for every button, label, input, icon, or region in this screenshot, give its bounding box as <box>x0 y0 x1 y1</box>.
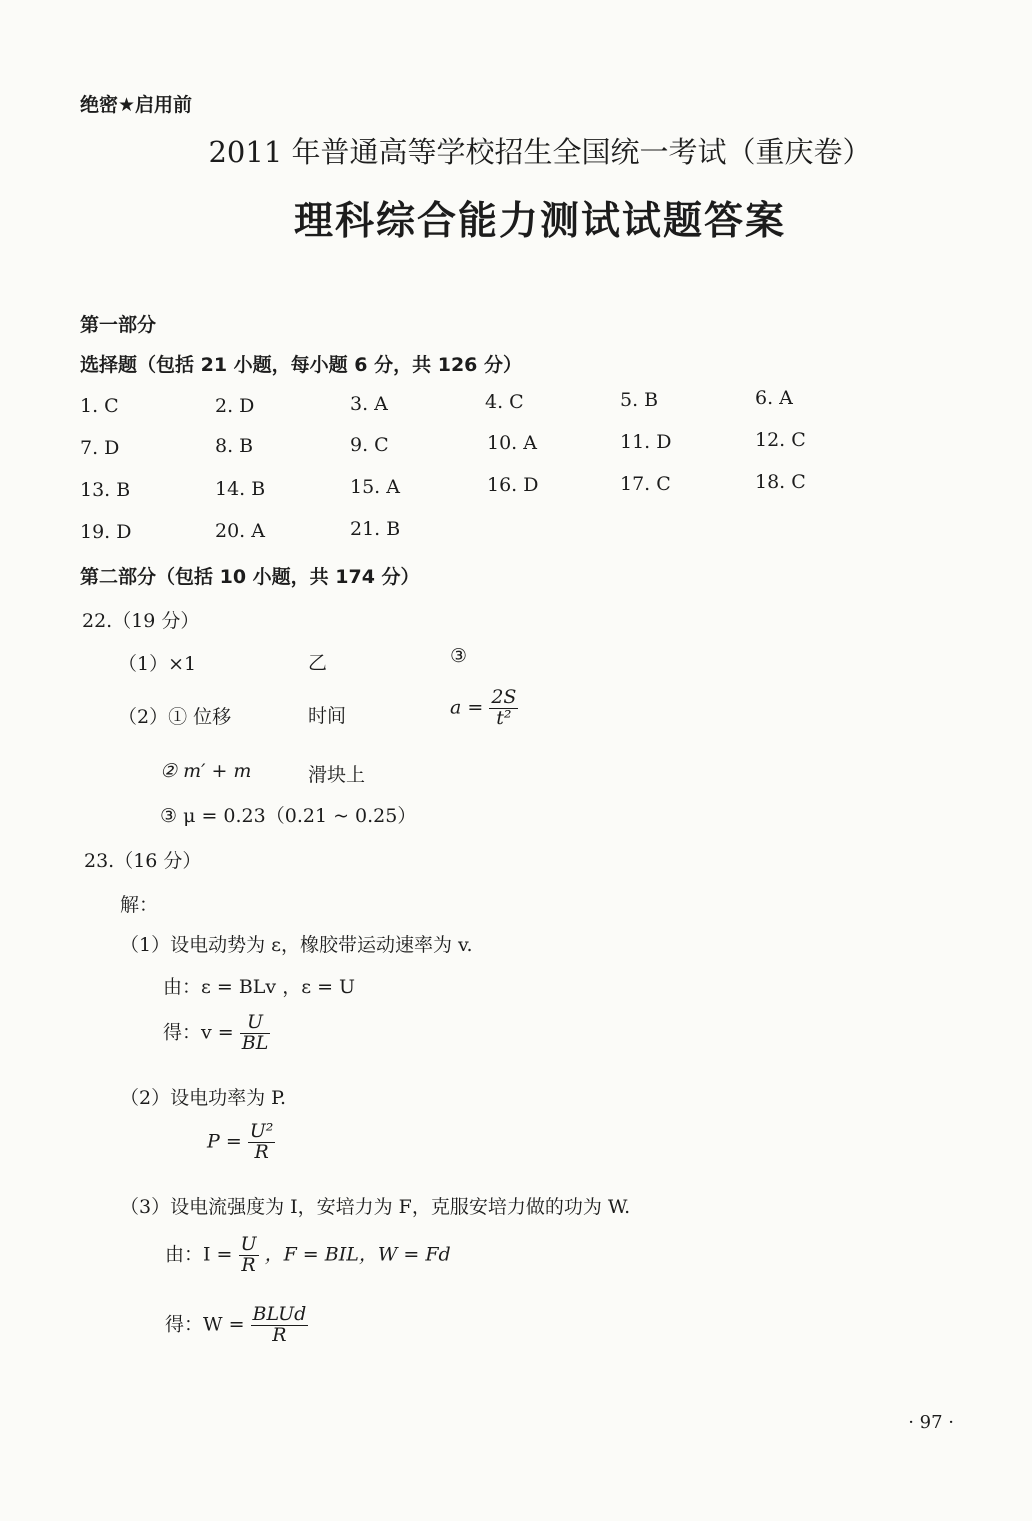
q22-sub3: ② m′ + m <box>160 760 252 782</box>
answer-item: 9. C <box>350 434 389 456</box>
fraction <box>239 1235 259 1276</box>
part1-section: 选择题（包括 21 小题，每小题 6 分，共 126 分） <box>80 354 523 376</box>
answer-item: 2. D <box>215 395 255 417</box>
fraction-denominator: R <box>272 1323 287 1346</box>
answer-item: 20. A <box>215 520 265 542</box>
answer-item: 4. C <box>485 391 524 413</box>
q22-sub1-answer: 乙 <box>308 652 328 674</box>
formula-lhs: 得：W = <box>165 1313 245 1336</box>
fraction <box>489 688 518 729</box>
formula-lhs: 得：v = <box>163 1021 234 1044</box>
fraction-numerator: 2S <box>491 686 517 708</box>
q22-sub3-answer: 滑块上 <box>308 764 366 786</box>
fraction-denominator: R <box>241 1253 256 1276</box>
q22-sub2: （2）① 位移 <box>118 706 232 728</box>
q23-part2: （2）设电功率为 P. <box>120 1087 287 1109</box>
formula-lhs: 由：I = <box>165 1243 233 1266</box>
answer-item: 7. D <box>80 437 120 459</box>
answer-item: 11. D <box>620 431 672 453</box>
answer-item: 14. B <box>215 478 266 500</box>
q22-formula <box>450 688 518 729</box>
answer-item: 3. A <box>350 393 388 415</box>
fraction-numerator: BLUd <box>252 1303 307 1325</box>
answer-item: 13. B <box>80 479 131 501</box>
fraction-numerator: U² <box>249 1120 274 1142</box>
answer-item: 17. C <box>620 473 671 495</box>
q22-sub1-answer: ③ <box>450 645 468 667</box>
answer-item: 18. C <box>755 471 806 493</box>
fraction-denominator: BL <box>241 1031 269 1054</box>
q22-sub4: ③ μ = 0.23（0.21 ~ 0.25） <box>160 805 417 827</box>
confidential-mark: 绝密★启用前 <box>80 94 193 116</box>
answer-item: 5. B <box>620 389 659 411</box>
q23-part3-equation <box>165 1235 451 1276</box>
q22-sub2-answer: 时间 <box>308 705 347 727</box>
fraction <box>240 1013 271 1054</box>
fraction-numerator: U <box>240 1233 257 1255</box>
answer-item: 6. A <box>755 387 793 409</box>
formula-rest: ，F = BIL，W = Fd <box>264 1243 451 1266</box>
fraction <box>248 1122 276 1163</box>
fraction-numerator: U <box>240 1013 271 1034</box>
answer-item: 21. B <box>350 518 401 540</box>
answer-item: 8. B <box>215 435 254 457</box>
q23-part3: （3）设电流强度为 I，安培力为 F，克服安培力做的功为 W. <box>120 1196 631 1218</box>
formula-lhs: P = <box>207 1130 242 1153</box>
q23-part2-formula <box>207 1122 275 1163</box>
q23-part1: （1）设电动势为 ε，橡胶带运动速率为 v. <box>120 934 473 956</box>
fraction <box>251 1305 309 1346</box>
page-number: · 97 · <box>908 1412 954 1433</box>
q23-part1-result <box>163 1013 270 1054</box>
answer-item: 10. A <box>487 432 537 454</box>
answer-item: 19. D <box>80 521 132 543</box>
part1-heading: 第一部分 <box>80 314 157 336</box>
q23-part1-equation: 由：ε = BLv ，ε = U <box>163 976 356 998</box>
formula-lhs: a = <box>450 696 484 719</box>
q22-label: 22.（19 分） <box>82 610 200 632</box>
q22-sub1: （1）×1 <box>118 653 197 675</box>
q23-part3-result <box>165 1305 308 1346</box>
answer-item: 1. C <box>80 395 119 417</box>
answer-item: 16. D <box>487 474 539 496</box>
fraction-denominator: t² <box>496 706 512 729</box>
answer-item: 15. A <box>350 476 400 498</box>
q23-label: 23.（16 分） <box>84 850 202 872</box>
page-title: 理科综合能力测试试题答案 <box>293 199 786 244</box>
exam-subtitle: 2011 年普通高等学校招生全国统一考试（重庆卷） <box>208 135 872 169</box>
q23-solution-label: 解： <box>120 894 159 916</box>
part2-heading: 第二部分（包括 10 小题，共 174 分） <box>80 566 420 588</box>
answer-item: 12. C <box>755 429 806 451</box>
fraction-denominator: R <box>254 1140 269 1163</box>
